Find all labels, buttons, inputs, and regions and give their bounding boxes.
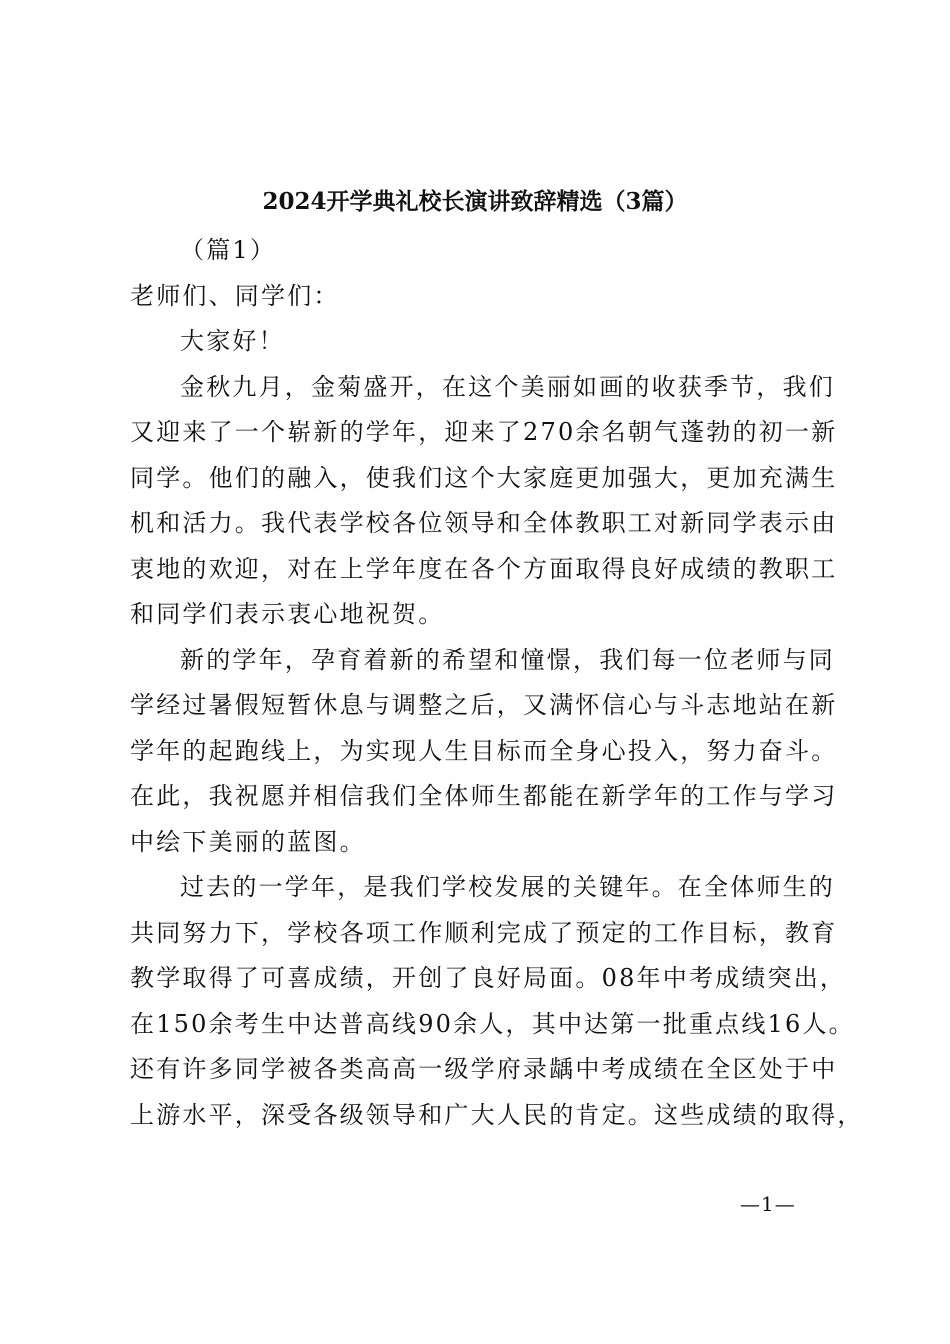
document-title: 2024开学典礼校长演讲致辞精选（3篇） xyxy=(262,188,688,215)
paragraph-line: 衷地的欢迎，对在上学年度在各个方面取得良好成绩的教职工 xyxy=(130,554,838,583)
page-number: —1— xyxy=(740,1192,796,1216)
paragraph-line: 过去的一学年，是我们学校发展的关键年。在全体师生的 xyxy=(180,873,835,901)
paragraph-line: 同学。他们的融入，使我们这个大家庭更加强大，更加充满生 xyxy=(130,463,838,492)
paragraph-line: 中绘下美丽的蓝图。 xyxy=(130,827,366,856)
greeting: 大家好！ xyxy=(180,327,285,355)
paragraph-line: 在此，我祝愿并相信我们全体师生都能在新学年的工作与学习 xyxy=(130,782,838,810)
section-label: （篇1） xyxy=(180,236,277,264)
paragraph-2 xyxy=(130,638,838,866)
paragraph-line: 教学取得了可喜成绩，开创了良好局面。08年中考成绩突出， xyxy=(130,964,847,992)
paragraph-line: 还有许多同学被各类高高一级学府录龋中考成绩在全区处于中 xyxy=(130,1055,838,1083)
paragraph-line: 共同努力下，学校各项工作顺利完成了预定的工作目标，教育 xyxy=(130,918,838,947)
paragraph-line: 上游水平，深受各级领导和广大人民的肯定。这些成绩的取得， xyxy=(130,1100,864,1129)
paragraph-line: 金秋九月，金菊盛开，在这个美丽如画的收获季节，我们 xyxy=(180,372,835,401)
paragraph-line: 机和活力。我代表学校各位领导和全体教职工对新同学表示由 xyxy=(130,509,838,537)
paragraph-1 xyxy=(130,365,838,638)
document-body xyxy=(130,228,864,1138)
paragraph-line: 又迎来了一个崭新的学年，迎来了270余名朝气蓬勃的初一新 xyxy=(130,418,838,446)
paragraph-3 xyxy=(130,865,864,1138)
paragraph-line: 和同学们表示衷心地祝贺。 xyxy=(130,600,445,628)
paragraph-line: 学年的起跑线上，为实现人生目标而全身心投入，努力奋斗。 xyxy=(130,736,838,765)
salutation: 老师们、同学们： xyxy=(130,281,340,310)
paragraph-line: 在150余考生中达普高线90余人，其中达第一批重点线16人。 xyxy=(130,1009,855,1038)
paragraph-line: 学经过暑假短暂休息与调整之后，又满怀信心与斗志地站在新 xyxy=(130,691,838,719)
paragraph-line: 新的学年，孕育着新的希望和憧憬，我们每一位老师与同 xyxy=(180,645,835,674)
